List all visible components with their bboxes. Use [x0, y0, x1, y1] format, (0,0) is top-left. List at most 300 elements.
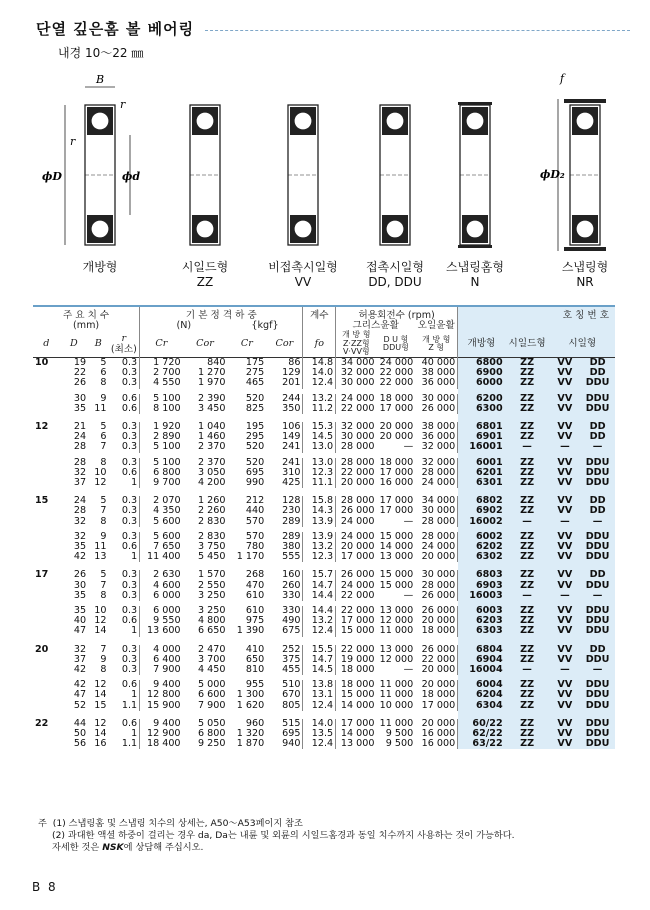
table-cell: 32 [73, 466, 87, 478]
bearing-spec-table [33, 305, 615, 749]
bearing-drawings [30, 70, 630, 260]
table-cell: 34 000 [421, 495, 456, 507]
table-cell: 28 [73, 441, 87, 453]
table-cell: 15 900 [140, 701, 183, 711]
table-cell: 14 [94, 689, 107, 701]
table-cell: 18 000 [421, 689, 456, 701]
table-cell: 520 [245, 456, 265, 468]
table-cell: 990 [245, 476, 265, 488]
table-cell: 6301 [458, 478, 505, 488]
table-cell: DD [580, 357, 615, 368]
table-cell: 1 [131, 551, 138, 563]
table-cell: 13.1 [303, 690, 336, 700]
table-cell: 40 000 [421, 356, 456, 368]
table-cell: 14.4 [303, 591, 336, 601]
table-cell: VV [550, 394, 581, 404]
notes-prefix: 주 [38, 818, 47, 829]
table-cell: 695 [245, 466, 265, 478]
table-cell: 30 [73, 392, 87, 404]
table-cell: 24 000 [421, 476, 456, 488]
table-cell: 17 000 [421, 699, 456, 711]
table-cell: 2 830 [197, 515, 226, 527]
table-cell: 1 300 [236, 689, 265, 701]
table-cell: 42 [73, 551, 87, 563]
table-cell: 16001 [458, 442, 505, 452]
table-cell: 2 830 [197, 530, 226, 542]
header-speed: 허용회전수 (rpm) [336, 306, 458, 321]
table-cell: 86 [288, 356, 301, 368]
table-cell: 44 [73, 717, 87, 729]
table-cell: 6203 [458, 616, 505, 626]
table-cell: 4 450 [197, 663, 226, 675]
table-row [33, 552, 615, 562]
table-cell: 28 000 [421, 579, 456, 591]
note-3: 자세한 것은 NSK에 상담해 주십시오. [52, 842, 204, 853]
table-cell: 6803 [458, 570, 505, 580]
table-cell: — [550, 517, 581, 527]
table-cell: 2 390 [197, 392, 226, 404]
header-kgf: {kgf} [251, 320, 279, 332]
table-cell: 32 000 [336, 368, 377, 378]
table-cell: 5 100 [140, 442, 183, 452]
table-cell: 12 [94, 679, 107, 691]
table-cell: 241 [282, 441, 301, 453]
table-cell: ZZ [505, 680, 550, 690]
table-cell: 1 [131, 625, 138, 637]
table-cell: VV [550, 422, 581, 432]
table-cell: 20 000 [421, 717, 456, 729]
table-cell: — [505, 591, 550, 601]
bore-diameter: 17 [35, 569, 49, 581]
table-cell: 11.1 [303, 478, 336, 488]
caption-snap-groove: 스냅링홈형 N [446, 260, 504, 289]
table-cell: 15 [94, 699, 107, 711]
table-cell: 8 [100, 663, 107, 675]
table-cell: 201 [282, 377, 301, 389]
table-cell: 32 [73, 530, 87, 542]
table-cell: 15 000 [379, 579, 414, 591]
table-cell: 14.3 [303, 506, 336, 516]
table-cell: 675 [282, 625, 301, 637]
table-cell: 1 720 [140, 357, 183, 368]
table-cell: 8 [100, 456, 107, 468]
table-cell: 14.5 [303, 665, 336, 675]
table-cell: 22 [73, 367, 87, 379]
bore-diameter [33, 432, 60, 442]
bore-diameter [33, 616, 60, 626]
table-cell: 15 000 [379, 569, 414, 581]
table-cell: 6004 [458, 680, 505, 690]
table-cell: 1 260 [197, 495, 226, 507]
col-du: D U 형 DDU형 [382, 334, 409, 353]
table-cell: 6 600 [197, 689, 226, 701]
table-cell: 20 000 [336, 478, 377, 488]
table-cell: 24 000 [336, 517, 377, 527]
table-cell: ZZ [505, 468, 550, 478]
table-row [33, 517, 615, 527]
table-cell: 14.5 [303, 432, 336, 442]
table-cell: 11 000 [379, 689, 414, 701]
bore-diameter [33, 468, 60, 478]
table-cell: ZZ [505, 606, 550, 616]
table-cell: 20 000 [421, 615, 456, 627]
table-cell: 18 000 [379, 392, 414, 404]
table-cell: 28 000 [421, 530, 456, 542]
table-row [33, 626, 615, 636]
table-cell: DDU [580, 655, 615, 665]
table-cell: 26 000 [421, 402, 456, 414]
table-cell: 9 [100, 653, 107, 665]
table-cell: 3 250 [197, 589, 226, 601]
bore-diameter [33, 690, 60, 700]
table-cell: 6302 [458, 552, 505, 562]
table-cell: 13.2 [303, 616, 336, 626]
label-r2: r [70, 135, 76, 148]
table-cell: 6800 [458, 357, 505, 368]
table-cell: 16002 [458, 517, 505, 527]
col-seal: 시일형 [550, 331, 615, 357]
table-cell: — [403, 441, 414, 453]
table-cell: 149 [282, 431, 301, 443]
table-cell: 6204 [458, 690, 505, 700]
table-cell: 13 000 [336, 739, 377, 749]
table-cell: 9 [100, 392, 107, 404]
table-cell: — [580, 517, 615, 527]
table-cell: 18 000 [336, 680, 377, 690]
table-cell: ZZ [505, 404, 550, 414]
table-row [33, 701, 615, 711]
col-rmin: (최소) [110, 344, 137, 356]
table-cell: 12.4 [303, 701, 336, 711]
table-cell: 8 100 [140, 404, 183, 414]
table-cell: 12.3 [303, 552, 336, 562]
table-cell: 2 370 [197, 456, 226, 468]
table-cell: 13 000 [379, 604, 414, 616]
table-cell: 570 [245, 530, 265, 542]
table-cell: 11 000 [379, 625, 414, 637]
table-cell: 260 [282, 579, 301, 591]
table-cell: 24 000 [336, 532, 377, 542]
table-cell: 12 900 [140, 729, 183, 739]
table-cell: 7 900 [140, 665, 183, 675]
table-cell: 11 000 [379, 717, 414, 729]
table-cell: DDU [580, 378, 615, 388]
table-cell: ZZ [505, 616, 550, 626]
table-cell: 24 000 [379, 356, 414, 368]
bore-diameter [33, 655, 60, 665]
table-cell: 9 550 [140, 616, 183, 626]
table-cell: 42 [73, 679, 87, 691]
table-cell: 455 [282, 663, 301, 675]
table-cell: 0.3 [121, 377, 138, 389]
table-cell: DDU [580, 552, 615, 562]
table-cell: 1 870 [236, 738, 265, 750]
table-cell: ZZ [505, 552, 550, 562]
table-cell: 13.0 [303, 458, 336, 468]
contact-seal-bearing-drawing [380, 105, 410, 245]
table-cell: 6 000 [140, 591, 183, 601]
table-cell: 21 [73, 420, 87, 432]
table-cell: 26 000 [336, 506, 377, 516]
table-cell: 5 100 [140, 458, 183, 468]
table-cell: ZZ [505, 626, 550, 636]
label-inner-d: ϕd [122, 170, 141, 183]
table-cell: VV [550, 478, 581, 488]
noncontact-seal-bearing-drawing [288, 105, 318, 245]
table-cell: VV [550, 496, 581, 506]
table-cell: 14.0 [303, 368, 336, 378]
table-cell: ZZ [505, 432, 550, 442]
table-cell: 12.4 [303, 378, 336, 388]
table-cell: 330 [282, 604, 301, 616]
table-cell: 17 000 [379, 505, 414, 517]
table-cell: DDU [580, 616, 615, 626]
table-cell: 18 400 [140, 739, 183, 749]
table-cell: 14.7 [303, 581, 336, 591]
bore-diameter: 20 [35, 643, 49, 655]
table-cell: 14.8 [303, 357, 336, 368]
table-cell: 30 [73, 579, 87, 591]
table-cell: 0.3 [121, 431, 138, 443]
table-cell: 9 400 [140, 680, 183, 690]
col-d: d [43, 338, 50, 350]
table-cell: 12.4 [303, 626, 336, 636]
bore-diameter [33, 442, 60, 452]
label-outer-d: ϕD [42, 170, 62, 183]
shielded-bearing-drawing [190, 105, 220, 245]
table-cell: 0.3 [121, 663, 138, 675]
label-b: B [95, 73, 105, 86]
table-cell: DDU [580, 680, 615, 690]
table-cell: 32 [73, 643, 87, 655]
table-cell: DDU [580, 701, 615, 711]
table-cell: 34 000 [336, 357, 377, 368]
table-cell: 15 000 [379, 530, 414, 542]
table-cell: 570 [245, 515, 265, 527]
table-cell: 22 000 [336, 468, 377, 478]
table-cell: 13.9 [303, 532, 336, 542]
table-cell: 28 000 [421, 515, 456, 527]
table-cell: 6 800 [140, 468, 183, 478]
table-cell: 62/22 [458, 729, 505, 739]
table-cell: 2 630 [140, 570, 183, 580]
table-cell: VV [550, 606, 581, 616]
table-cell: 670 [282, 689, 301, 701]
table-cell: 14.0 [303, 719, 336, 729]
caption-shield: 시일드형 ZZ [181, 260, 229, 289]
table-cell: 510 [282, 679, 301, 691]
table-cell: 17 000 [379, 466, 414, 478]
table-cell: VV [550, 357, 581, 368]
table-cell: 695 [282, 728, 301, 739]
table-cell: 13.8 [303, 680, 336, 690]
table-cell: 13.2 [303, 542, 336, 552]
table-cell: 160 [282, 569, 301, 581]
table-cell: 20 000 [379, 420, 414, 432]
table-cell: 28 [73, 456, 87, 468]
table-cell: 6001 [458, 458, 505, 468]
table-cell: 1 170 [236, 551, 265, 563]
col-b: B [94, 338, 102, 350]
table-cell: VV [550, 458, 581, 468]
table-cell: 0.3 [121, 579, 138, 591]
table-cell: — [403, 663, 414, 675]
table-cell: 24 000 [421, 540, 456, 552]
table-cell: 0.3 [121, 643, 138, 655]
col-r: r [121, 333, 127, 345]
table-cell: 1 460 [197, 431, 226, 443]
table-cell: 14 000 [336, 701, 377, 711]
table-cell: 1.1 [121, 738, 138, 750]
table-cell: VV [550, 542, 581, 552]
page-subtitle: 내경 10～22 ㎜ [58, 46, 144, 60]
table-cell: 5 450 [197, 551, 226, 563]
table-cell: 13 000 [379, 551, 414, 563]
table-cell: 18 000 [421, 625, 456, 637]
table-cell: 8 [100, 377, 107, 389]
table-cell: 22 000 [336, 645, 377, 655]
table-cell: 0.3 [121, 569, 138, 581]
table-cell: DDU [580, 542, 615, 552]
table-cell: 0.3 [121, 441, 138, 453]
table-cell: 17 000 [379, 495, 414, 507]
bore-diameter [33, 542, 60, 552]
table-cell: 11 400 [140, 552, 183, 562]
table-cell: 0.6 [121, 466, 138, 478]
header-grease: 그리스윤활 [336, 321, 416, 331]
table-cell: ZZ [505, 532, 550, 542]
nsk-logo: NSK [102, 842, 124, 853]
table-cell: VV [550, 616, 581, 626]
label-r1: r [120, 98, 126, 111]
table-cell: DDU [580, 690, 615, 700]
table-cell: 6 000 [140, 606, 183, 616]
table-cell: 38 000 [421, 420, 456, 432]
table-body [33, 357, 615, 749]
table-cell: 4 800 [197, 615, 226, 627]
table-cell: DD [580, 645, 615, 655]
table-row [33, 665, 615, 675]
table-cell: 3 250 [197, 604, 226, 616]
table-cell: 12 000 [379, 615, 414, 627]
table-cell: 840 [207, 356, 226, 368]
label-d2: ϕD₂ [540, 168, 565, 181]
bore-diameter: 15 [35, 495, 49, 507]
table-cell: DDU [580, 532, 615, 542]
table-cell: 13.2 [303, 394, 336, 404]
table-cell: 2 070 [140, 496, 183, 506]
table-cell: 5 000 [197, 679, 226, 691]
table-cell: 12 [94, 717, 107, 729]
table-cell: 2 470 [197, 643, 226, 655]
table-cell: 32 000 [421, 441, 456, 453]
table-cell: DDU [580, 606, 615, 616]
table-cell: 17 000 [379, 402, 414, 414]
table-cell: 252 [282, 643, 301, 655]
table-cell: 128 [282, 495, 301, 507]
table-cell: 0.6 [121, 717, 138, 729]
table-cell: VV [550, 570, 581, 580]
table-cell: 4 550 [140, 378, 183, 388]
table-cell: 2 550 [197, 579, 226, 591]
table-cell: 6 800 [197, 728, 226, 739]
table-cell: DD [580, 570, 615, 580]
table-cell: ZZ [505, 690, 550, 700]
table-cell: — [580, 665, 615, 675]
table-cell: 129 [282, 367, 301, 379]
table-cell: 490 [282, 615, 301, 627]
table-cell: 14 [94, 728, 107, 739]
table-cell: VV [550, 719, 581, 729]
table-cell: 47 [73, 689, 87, 701]
table-cell: DDU [580, 404, 615, 414]
table-cell: 14 000 [336, 729, 377, 739]
table-row [33, 404, 615, 414]
table-cell: 212 [245, 495, 265, 507]
caption-open: 개방형 [82, 260, 118, 274]
bore-diameter [33, 552, 60, 562]
table-cell: 16 000 [379, 476, 414, 488]
table-cell: 1 970 [197, 377, 226, 389]
table-cell: 244 [282, 392, 301, 404]
table-cell: 14.4 [303, 606, 336, 616]
table-cell: 3 750 [197, 540, 226, 552]
table-cell: — [403, 515, 414, 527]
table-cell: 1 040 [197, 420, 226, 432]
table-cell: 230 [282, 505, 301, 517]
table-cell: 38 000 [421, 367, 456, 379]
table-cell: 7 [100, 579, 107, 591]
table-cell: VV [550, 729, 581, 739]
table-cell: 17 000 [336, 552, 377, 562]
col-open-type: 개방형 [458, 331, 505, 357]
table-cell: 28 000 [421, 466, 456, 478]
table-cell: VV [550, 645, 581, 655]
table-cell: VV [550, 378, 581, 388]
bore-diameter [33, 506, 60, 516]
table-cell: 7 [100, 643, 107, 655]
snap-ring-bearing-drawing [558, 99, 606, 251]
table-cell: 6202 [458, 542, 505, 552]
bore-diameter [33, 378, 60, 388]
table-cell: 0.6 [121, 392, 138, 404]
table-cell: — [505, 517, 550, 527]
table-cell: 52 [73, 699, 87, 711]
table-cell: 975 [245, 615, 265, 627]
table-cell: 12.3 [303, 468, 336, 478]
table-cell: 35 [73, 589, 87, 601]
table-cell: 1 390 [236, 625, 265, 637]
table-cell: 0.3 [121, 653, 138, 665]
table-cell: ZZ [505, 458, 550, 468]
caption-contact-seal: 접촉시일형 DD, DDU [366, 260, 424, 289]
table-cell: 42 [73, 663, 87, 675]
table-cell: 6 400 [140, 655, 183, 665]
table-cell: VV [550, 432, 581, 442]
table-cell: 30 000 [421, 569, 456, 581]
table-cell: DDU [580, 458, 615, 468]
table-cell: 16003 [458, 591, 505, 601]
table-cell: ZZ [505, 357, 550, 368]
table-cell: DDU [580, 719, 615, 729]
table-cell: 6900 [458, 368, 505, 378]
table-cell: 0.6 [121, 615, 138, 627]
table-cell: VV [550, 404, 581, 414]
table-cell: 5 050 [197, 717, 226, 729]
table-cell: 6303 [458, 626, 505, 636]
table-cell: DDU [580, 739, 615, 749]
table-cell: — [550, 665, 581, 675]
